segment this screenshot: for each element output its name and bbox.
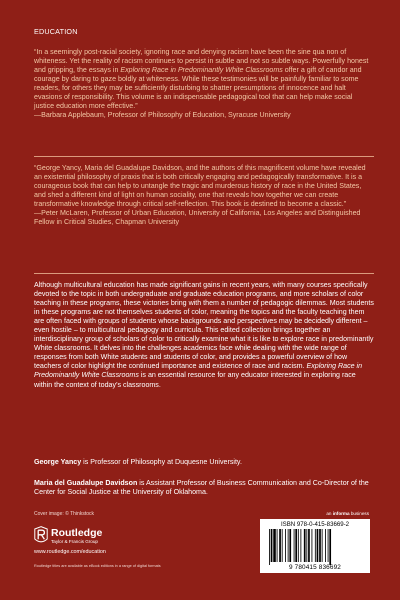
informa-business-label: an informa business: [326, 511, 369, 516]
author-bio-1: George Yancy is Professor of Philosophy at Duquesne University.: [34, 458, 242, 466]
barcode-bar: [328, 529, 329, 562]
barcode-bar: [279, 529, 281, 562]
ebook-footnote: Routledge titles are available as eBook editions in a range of digital formats: [34, 564, 161, 568]
publisher-logo-block: [34, 525, 184, 561]
barcode-bar: [289, 529, 291, 562]
author-name: Maria del Guadalupe Davidson: [34, 479, 138, 487]
barcode-bar: [317, 529, 319, 562]
endorsement-quote-1-text: “In a seemingly post-racial society, ignoring race and denying racism have been the sine qua non of whiteness. Yet the reality of racism continues to persist in subtle and not so subtle ways. Powerfully honest and gripping, the essays in Exploring Race in Predominantly White Classrooms offer a gift of candor and courage by daring to gaze boldly at whiteness. While these testimonies will be painfully familiar to some readers, for others they may be sufficiently disturbing to shatter presumptions of innocence and halt evasions of responsibility. This volume is an indispensable pedagogical tool that can help make social justice education more effective.”: [34, 48, 369, 111]
isbn-barcode: [260, 519, 370, 573]
barcode-bar: [304, 529, 306, 562]
divider: [34, 156, 374, 157]
barcode-bar: [298, 529, 299, 562]
cover-image-credit: Cover image: © Thinkstock: [34, 511, 95, 517]
barcode-bar: [282, 529, 283, 562]
publisher-subtitle: Taylor & Francis Group: [51, 539, 98, 544]
barcode-bar: [273, 529, 276, 562]
barcode-bar: [319, 529, 321, 562]
author-name: George Yancy: [34, 458, 82, 466]
barcode-bar: [269, 529, 270, 565]
publisher-name: Routledge: [51, 527, 103, 539]
barcode-bar: [308, 529, 310, 562]
barcode-bar: [277, 529, 278, 562]
barcode-bar: [322, 529, 323, 562]
endorsement-quote-2-attribution: —Peter McLaren, Professor of Urban Education, University of California, Los Angeles and Distinguished Fellow in Critical Studies, Chapman University: [34, 209, 361, 227]
barcode-bar: [288, 529, 289, 562]
barcode-bar: [285, 529, 286, 562]
endorsement-quote-1: [34, 48, 374, 120]
barcode-bars: [263, 529, 367, 565]
endorsement-quote-1-attribution: —Barbara Applebaum, Professor of Philosophy of Education, Syracuse University: [34, 111, 291, 120]
routledge-logo-icon: [34, 526, 48, 544]
barcode-bar: [271, 529, 273, 562]
barcode-bar: [294, 529, 295, 562]
barcode-bar: [295, 529, 297, 562]
barcode-bar: [325, 529, 326, 562]
category-label: EDUCATION: [34, 27, 78, 36]
publisher-url: www.routledge.com/education: [34, 549, 106, 555]
author-bio-2: Maria del Guadalupe Davidson is Assistant Professor of Business Communication and Co-Director of the Center for Social Justice at the University of Oklahoma.: [34, 479, 369, 497]
endorsement-quote-2-text: “George Yancy, Maria del Guadalupe Davidson, and the authors of this magnificent volume have revealed an existential philosophy of praxis that is both critically engaging and pedagogically transformative. It is a courageous book that can help to untangle the tragic and murderous history of race in the United States, and shed a different kind of light on human sociality, one that reveals how together we can create transformative knowledge through critical self-reflection. This book is destined to become a classic.”: [34, 164, 366, 209]
divider: [34, 273, 374, 274]
barcode-bar: [312, 529, 313, 562]
endorsement-quote-2: [34, 164, 374, 227]
barcode-bar: [306, 529, 307, 562]
barcode-bar: [315, 529, 316, 562]
book-description: Although multicultural education has made significant gains in recent years, with many courses specifically devoted to the topic in both undergraduate and graduate education programs, and more scholars of color teaching in these programs, these victories bring with them a number of pedagogic dilemmas. Most students in these programs are not themselves students of color, meaning the topics and the faculty teaching them are often faced with groups of students whose backgrounds and perspectives may be decidedly different – even hostile – to multicultural pedagogy and curricula. This edited collection brings together an interdisciplinary group of scholars of color to critically examine what it is like to explore race in predominantly White classrooms. It delves into the challenges academics face while dealing with the wide range of responses from both White students and students of color, and provides a powerful overview of how teachers of color highlight the continued importance and existence of race and racism. Exploring Race in Predominantly White Classrooms is an essential resource for any educator interested in exploring race within the context of today’s classrooms.: [34, 281, 374, 389]
isbn-number: ISBN 978-0-415-83669-2: [280, 520, 350, 528]
barcode-number: 9 780415 836692: [288, 564, 341, 571]
barcode-bar: [300, 529, 301, 562]
barcode-bar: [329, 529, 331, 565]
